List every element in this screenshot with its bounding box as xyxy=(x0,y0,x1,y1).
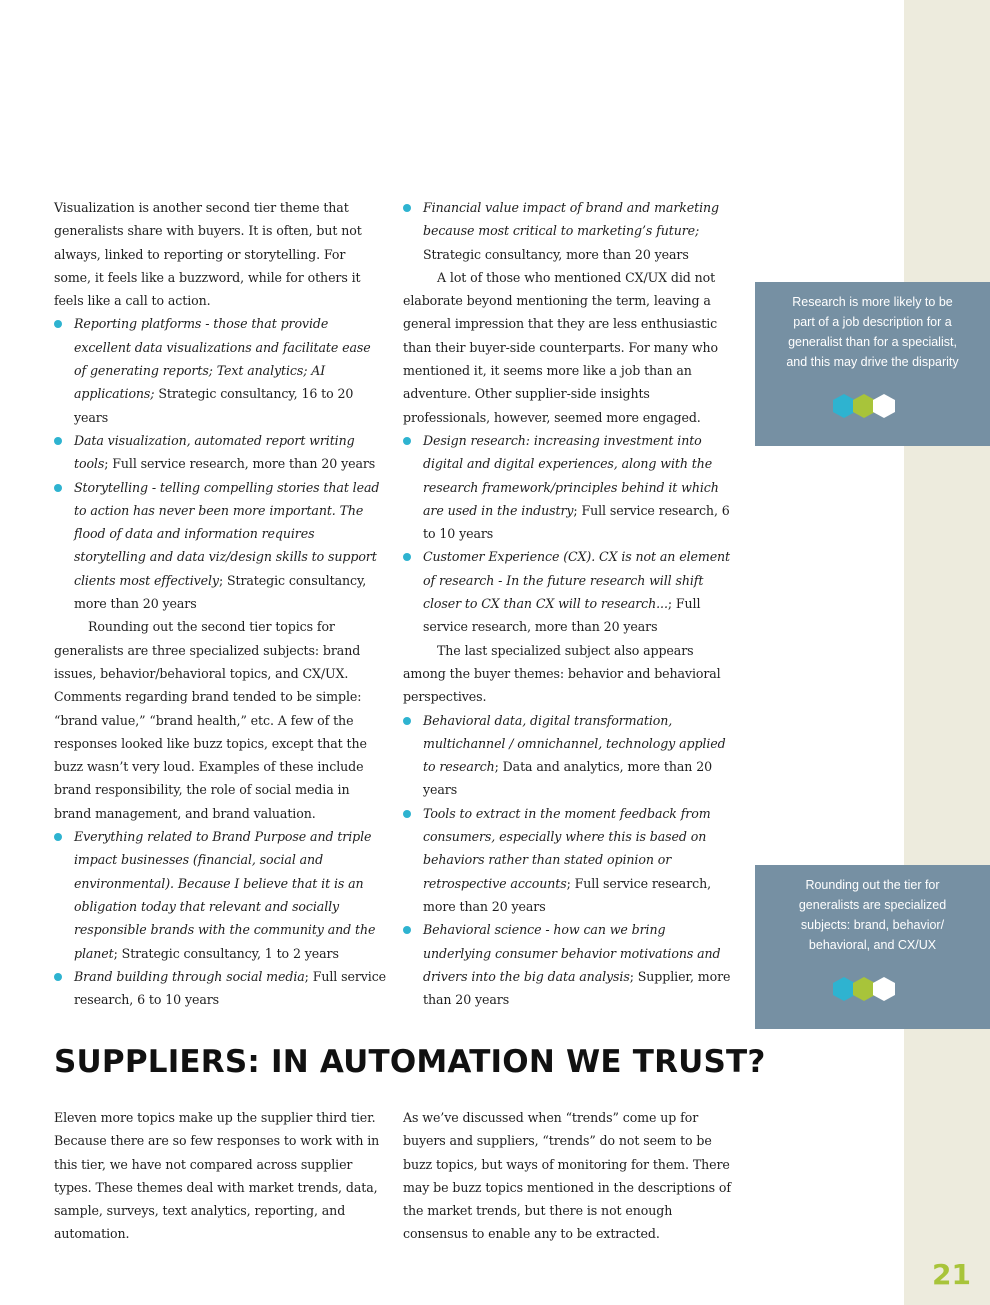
quote-text: Reporting platforms - those that provide excellent data visualizations and facilitate ease of generating reports; Text analytics; AI applications; xyxy=(74,316,371,402)
hexagon-green-icon xyxy=(853,394,875,418)
quote-text: Tools to extract in the moment feedback from consumers, especially where this is based on behaviors rather than stated opinion or retrospective accounts xyxy=(423,805,711,891)
paragraph: Visualization is another second tier theme that generalists share with buyers. It is often, but not always, linked to reporting or storytelling. For some, it feels like a buzzword, while for others it feels like a call to action. xyxy=(54,200,362,309)
hexagon-icons xyxy=(755,394,990,420)
quote-text: Everything related to Brand Purpose and triple impact businesses (financial, social and environmental). Because I believe that it is an obligation today that relevant and socially responsible brands with the community and the planet xyxy=(74,829,376,961)
list-item xyxy=(54,312,386,428)
bullet-dot xyxy=(403,717,411,725)
callout-box xyxy=(755,865,990,1029)
respondent-info: Strategic consultancy, more than 20 years xyxy=(423,246,689,262)
quote-text: Design research: increasing investment into digital and digital experiences, along with the research framework/principles behind it which are used in the industry xyxy=(423,432,719,518)
hexagon-white-icon xyxy=(873,394,895,418)
paragraph: Eleven more topics make up the supplier third tier. Because there are so few responses to work with in this tier, we have not compared across supplier types. These themes deal with market trends, data, sample, surveys, text analytics, reporting, and automation. xyxy=(54,1110,380,1242)
quote-text: Behavioral data, digital transformation, multichannel / omnichannel, technology applied to research xyxy=(423,712,726,775)
list-item xyxy=(54,429,386,476)
list-item xyxy=(403,802,737,918)
quote-text: Behavioral science - how can we bring underlying consumer behavior motivations and drivers into the big data analysis xyxy=(423,922,721,984)
section-left-column xyxy=(54,1106,386,1246)
list-item xyxy=(403,429,737,545)
bullet-list xyxy=(403,429,737,639)
bullet-list xyxy=(54,825,386,1011)
bullet-dot xyxy=(403,204,411,212)
respondent-info: ; Full service research, more than 20 years xyxy=(104,456,376,472)
respondent-info: ; Supplier, more than 20 years xyxy=(423,968,731,1008)
paragraph: As we’ve discussed when “trends” come up for buyers and suppliers, “trends” do not seem to be buzz topics, but ways of monitoring for them. There may be buzz topics mentioned in the descriptions of the market trends, but there is not enough consensus to enable any to be extracted. xyxy=(403,1110,731,1242)
callout-text: Research is more likely to be part of a job description for a generalist than for a specialist, and this may drive the disparity xyxy=(786,295,959,369)
respondent-info: ; Full service research, 6 to 10 years xyxy=(423,502,730,542)
section-heading: SUPPLIERS: IN AUTOMATION WE TRUST? xyxy=(54,1044,766,1080)
bullet-dot xyxy=(403,553,411,561)
list-item xyxy=(403,196,737,266)
respondent-info: ; Full service research, more than 20 years xyxy=(423,875,712,914)
page-number: 21 xyxy=(932,1258,971,1291)
callout-box xyxy=(755,282,990,446)
respondent-info: ; Data and analytics, more than 20 years xyxy=(423,759,713,798)
right-column xyxy=(403,196,737,1011)
bullet-dot xyxy=(403,437,411,445)
paragraph: Rounding out the second tier topics for generalists are three specialized subjects: brand issues, behavior/behavioral topics, and CX/UX. Comments regarding brand tended to be simple: “brand value,” “brand health,” etc. A few of the responses looked like buzz topics, except that the buzz wasn’t very loud. Examples of these include brand responsibility, the role of social media in brand management, and brand valuation. xyxy=(54,619,367,821)
list-item xyxy=(54,476,386,616)
left-column xyxy=(54,196,386,1011)
hexagon-icons xyxy=(755,977,990,1003)
bullet-list xyxy=(403,709,737,1012)
list-item xyxy=(54,825,386,965)
hexagon-white-icon xyxy=(873,977,895,1001)
bullet-dot xyxy=(54,833,62,841)
bullet-list xyxy=(54,312,386,615)
list-item xyxy=(403,918,737,1011)
respondent-info: ; Strategic consultancy, 1 to 2 years xyxy=(113,945,339,961)
paragraph: A lot of those who mentioned CX/UX did not elaborate beyond mentioning the term, leaving a general impression that they are less enthusiastic than their buyer-side counterparts. For many who mentioned it, it seems more like a job than an adventure. Other supplier-side insights professionals, however, seemed more engaged. xyxy=(403,269,719,425)
bullet-list xyxy=(403,196,737,266)
hexagon-blue-icon xyxy=(833,977,855,1001)
bullet-dot xyxy=(54,484,62,492)
hexagon-blue-icon xyxy=(833,394,855,418)
quote-text: Brand building through social media xyxy=(74,968,305,984)
bullet-dot xyxy=(403,926,411,934)
bullet-dot xyxy=(54,973,62,981)
respondent-info: Strategic consultancy, 16 to 20 years xyxy=(74,386,354,425)
list-item xyxy=(403,709,737,802)
quote-text: Customer Experience (CX). CX is not an element of research - In the future research will shift closer to CX than CX will to research... xyxy=(423,549,731,612)
bullet-dot xyxy=(54,320,62,328)
side-strip xyxy=(904,0,990,1305)
quote-text: Financial value impact of brand and marketing because most critical to marketing’s future; xyxy=(423,200,720,239)
quote-text: Storytelling - telling compelling stories that lead to action has never been more important. The flood of data and information requires storytelling and data viz/design skills to support clients most effectively xyxy=(74,479,380,588)
paragraph: The last specialized subject also appears among the buyer themes: behavior and behavioral perspectives. xyxy=(403,642,721,705)
bullet-dot xyxy=(403,810,411,818)
list-item xyxy=(54,965,386,1012)
callout-text: Rounding out the tier for generalists are specialized subjects: brand, behavior/ behavioral, and CX/UX xyxy=(798,878,947,952)
bullet-dot xyxy=(54,437,62,445)
list-item xyxy=(403,545,737,638)
respondent-info: ; Strategic consultancy, more than 20 years xyxy=(74,572,367,612)
section-right-column xyxy=(403,1106,737,1246)
quote-text: Data visualization, automated report writing tools xyxy=(74,432,355,472)
hexagon-green-icon xyxy=(853,977,875,1001)
respondent-info: ; Full service research, more than 20 years xyxy=(423,596,701,635)
respondent-info: ; Full service research, 6 to 10 years xyxy=(74,968,387,1008)
